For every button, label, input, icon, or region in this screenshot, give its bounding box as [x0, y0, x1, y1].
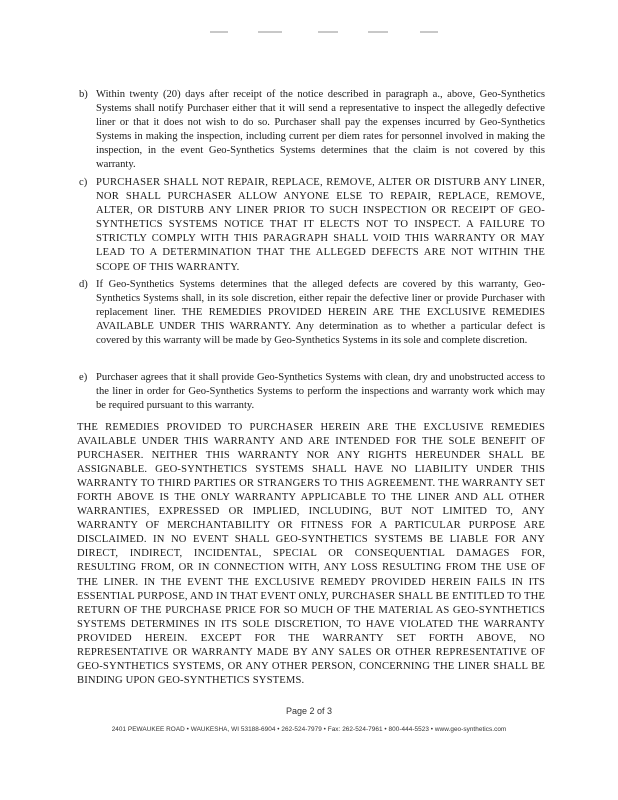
paragraph-text: Within twenty (20) days after receipt of the notice described in paragraph a., above, Geo-Synthetics Systems shall notify Purchaser either that it will send a representative to inspect the allegedly defective liner or that it does not wish to do so. Purchaser shall pay the expenses incurred by Geo-Synthetics Systems in making the inspection, including current per diem rates for personnel involved in making the inspection, in the event Geo-Synthetics Systems determines that the claim is not covered by this warranty. [96, 89, 545, 171]
paragraph-text: If Geo-Synthetics Systems determines that the alleged defects are covered by this warranty, Geo-Synthetics Systems shall, in its sole discretion, either repair the defective liner or provide Purchaser with replacement liner. THE REMEDIES PROVIDED HEREIN ARE THE EXCLUSIVE REMEDIES AVAILABLE UNDER THIS WARRANTY. Any determination as to whether a particular defect is covered by this warranty will be made by Geo-Synthetics Systems in its sole and complete discretion. [96, 279, 545, 347]
paragraph-label: e) [79, 372, 88, 383]
warranty-disclaimer: THE REMEDIES PROVIDED TO PURCHASER HEREIN ARE THE EXCLUSIVE REMEDIES AVAILABLE UNDER THIS WARRANTY AND ARE INTENDED FOR THE SOLE BENEFIT OF PURCHASER. NEITHER THIS WARRANTY NOR ANY RIGHTS HEREUNDER SHALL BE ASSIGNABLE. GEO-SYNTHETICS SYSTEMS SHALL HAVE NO LIABILITY UNDER THIS WARRANTY TO THIRD PARTIES OR STRANGERS TO THIS AGREEMENT. THE WARRANTY SET FORTH ABOVE IS THE ONLY WARRANTY APPLICABLE TO THE LINER AND ALL OTHER WARRANTIES, EXPRESSED OR IMPLIED, INCLUDING, BUT NOT LIMITED TO, ANY WARRANTY OF MERCHANTABILITY OR FITNESS FOR A PARTICULAR PURPOSE ARE DISCLAIMED. IN NO EVENT SHALL GEO-SYNTHETICS SYSTEMS BE LIABLE FOR ANY DIRECT, INDIRECT, INCIDENTAL, SPECIAL OR CONSEQUENTIAL DAMAGES FOR, RESULTING FROM, OR IN CONNECTION WITH, ANY LOSS RESULTING FROM THE USE OF THE LINER. IN THE EVENT THE EXCLUSIVE REMEDY PROVIDED HEREIN FAILS IN ITS ESSENTIAL PURPOSE, AND IN THAT EVENT ONLY, PURCHASER SHALL BE ENTITLED TO THE RETURN OF THE PURCHASE PRICE FOR SO MUCH OF THE MATERIAL AS GEO-SYNTHETICS SYSTEMS DETERMINES IN ITS SOLE DISCRETION, TO HAVE VIOLATED THE WARRANTY PROVIDED HEREIN. EXCEPT FOR THE WARRANTY SET FORTH ABOVE, NO REPRESENTATIVE OR WARRANTY MADE BY ANY SALES OR OTHER REPRESENTATIVE OF GEO-SYNTHETICS SYSTEMS, OR ANY OTHER PERSON, CONCERNING THE LINER SHALL BE BINDING UPON GEO-SYNTHETICS SYSTEMS. [77, 422, 545, 686]
paragraph-c [79, 176, 545, 275]
faint-header-marks [210, 31, 440, 37]
paragraph-label: b) [79, 89, 88, 100]
page-number: Page 2 of 3 [285, 706, 333, 716]
paragraph-b [79, 88, 545, 173]
paragraph-d [79, 278, 545, 348]
paragraph-e [79, 371, 545, 413]
paragraph-text: Purchaser agrees that it shall provide Geo-Synthetics Systems with clean, dry and unobstructed access to the liner in order for Geo-Synthetics Systems to perform the inspections and warranty work which may be required pursuant to this warranty. [96, 372, 545, 412]
paragraph-label: c) [79, 177, 88, 188]
company-footer: 2401 PEWAUKEE ROAD • WAUKESHA, WI 53188-6904 • 262-524-7979 • Fax: 262-524-7961 • 800-444-5523 • www.geo-synthetics.com [111, 726, 507, 733]
paragraph-label: d) [79, 279, 88, 290]
paragraph-text: PURCHASER SHALL NOT REPAIR, REPLACE, REMOVE, ALTER OR DISTURB ANY LINER, NOR SHALL PURCHASER ALLOW ANYONE ELSE TO REPAIR, REPLACE, REMOVE, ALTER, OR DISTURB ANY LINER PRIOR TO SUCH INSPECTION OR RECEIPT OF GEO-SYNTHETICS SYSTEMS NOTICE THAT IT ELECTS NOT TO INSPECT. A FAILURE TO STRICTLY COMPLY WITH THIS PARAGRAPH SHALL VOID THIS WARRANTY OR MAY LEAD TO A DETERMINATION THAT THE ALLEGED DEFECTS ARE NOT WITHIN THE SCOPE OF THIS WARRANTY. [96, 177, 545, 273]
